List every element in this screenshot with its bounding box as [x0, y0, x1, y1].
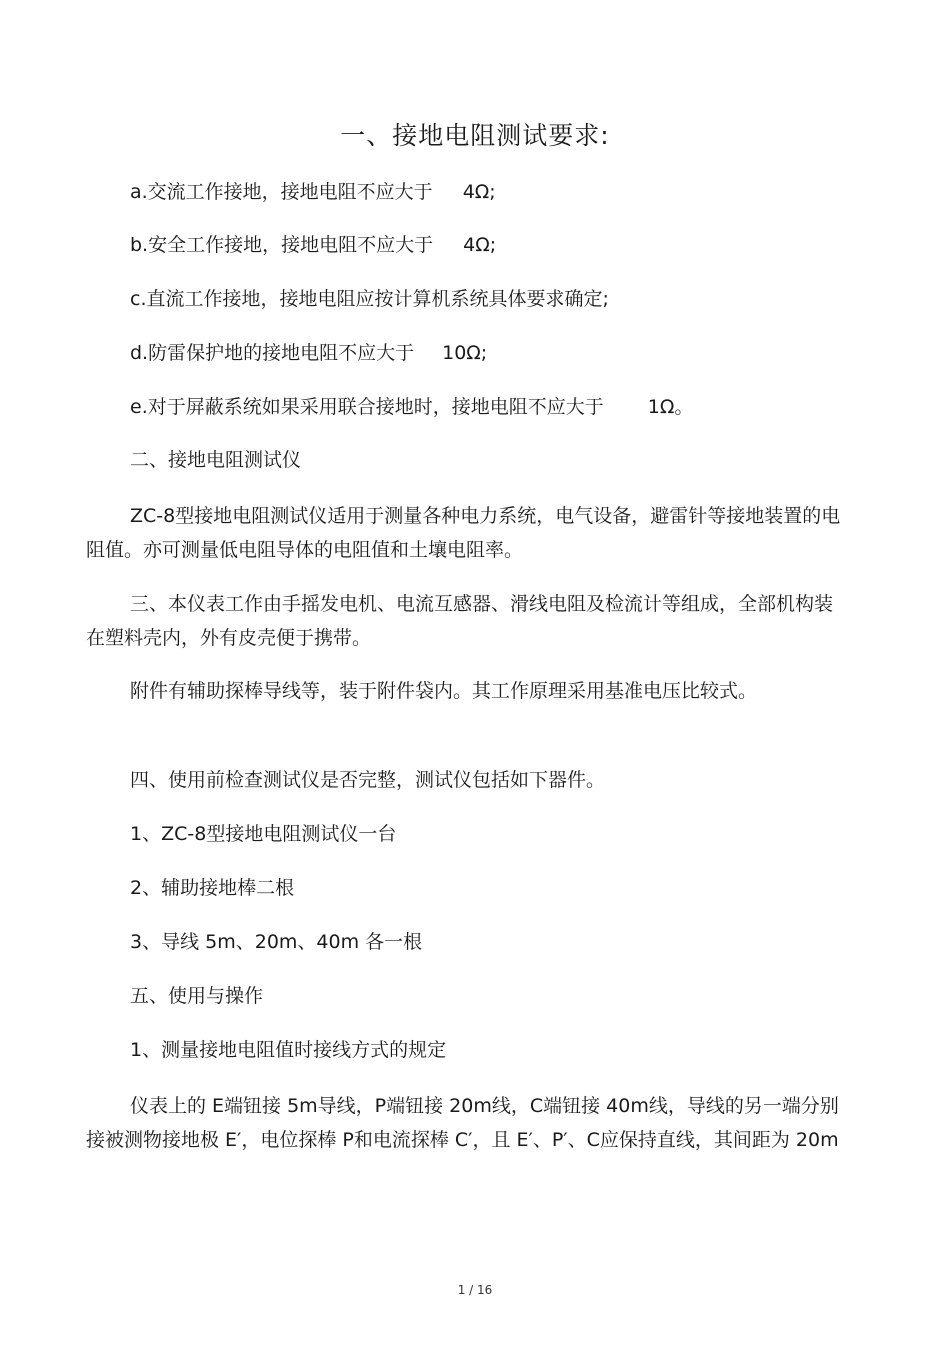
requirement-c [130, 285, 609, 313]
page-indicator: 1 / 16 [457, 1283, 493, 1297]
requirement-text: a.交流工作接地，接地电阻不应大于 [130, 181, 433, 203]
requirement-value: 4Ω; [462, 181, 496, 203]
requirement-text: c.直流工作接地，接地电阻应按计算机系统具体要求确定; [130, 288, 609, 310]
requirement-value: 1Ω。 [647, 396, 694, 418]
list-item: 3、导线 5m、20m、40m 各一根 [130, 931, 423, 953]
paragraph-instrument-components: 三、本仪表工作由手摇发电机、电流互感器、滑线电阻及检流计等组成，全部机构装在塑料壳内，外有皮壳便于携带。 [86, 593, 834, 649]
paragraph-wiring-rules: 仪表上的 E端钮接 5m导线，P端钮接 20m线，C端钮接 40m线，导线的另一端分别接被测物接地极 E′，电位探棒 P和电流探棒 C′，且 E′、P′、C应保持直线，其间距为 20m [86, 1095, 839, 1151]
page-title: 一、接地电阻测试要求: [340, 121, 610, 150]
list-item: 2、辅助接地棒二根 [130, 877, 295, 899]
requirement-e [130, 393, 693, 421]
section-heading-5: 五、使用与操作 [130, 985, 264, 1007]
requirement-b [130, 231, 496, 259]
paragraph-accessories: 附件有辅助探棒导线等，装于附件袋内。其工作原理采用基准电压比较式。 [130, 680, 758, 702]
requirement-a [130, 178, 496, 206]
sub-heading-wiring: 1、测量接地电阻值时接线方式的规定 [130, 1039, 447, 1061]
list-item: 1、ZC-8型接地电阻测试仪一台 [130, 823, 397, 845]
requirement-text: b.安全工作接地，接地电阻不应大于 [130, 234, 434, 256]
requirement-d [130, 339, 487, 367]
requirement-value: 4Ω; [463, 234, 497, 256]
paragraph-zc8-description: ZC-8型接地电阻测试仪适用于测量各种电力系统，电气设备，避雷针等接地装置的电阻值。亦可测量低电阻导体的电阻值和土壤电阻率。 [86, 505, 841, 561]
requirement-text: d.防雷保护地的接地电阻不应大于 [130, 342, 415, 364]
section-heading-2: 二、接地电阻测试仪 [130, 449, 302, 471]
requirement-text: e.对于屏蔽系统如果采用联合接地时，接地电阻不应大于 [130, 396, 604, 418]
section-heading-4: 四、使用前检查测试仪是否完整，测试仪包括如下器件。 [130, 769, 606, 791]
requirement-value: 10Ω; [442, 342, 488, 364]
